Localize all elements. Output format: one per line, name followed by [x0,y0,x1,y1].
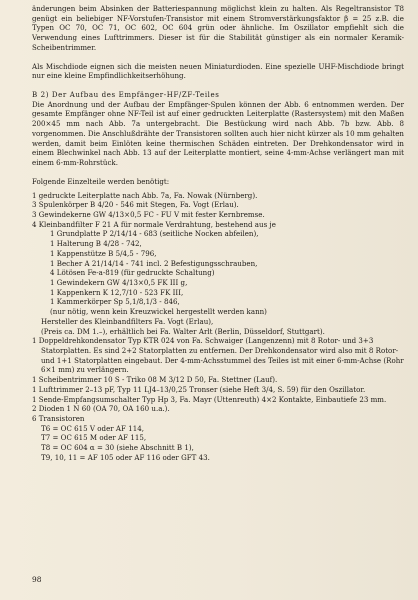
filter-note: (nur nötig, wenn kein Kreuzwickel hergestellt werden kann) [50,307,267,317]
list-item: 3 Spulenkörper B 4/20 - 546 mit Stegen, Fa. Vogt (Erlau). [32,200,239,210]
text-column [32,4,404,463]
list-item: 1 Lufttrimmer 2–13 pF, Typ 11 LJ4–13/0,25 Tronser (siehe Heft 3/4, S. 59) für den Oszillator. [32,384,366,394]
list-item: 4 Kleinbandfilter F 21 A für normale Verdrahtung, bestehend aus je [32,219,276,229]
transistor-line: T9, 10, 11 = AF 105 oder AF 116 oder GFT 43. [41,452,210,462]
sub-list-item: 1 Halterung B 4/28 - 742, [50,239,142,249]
sub-list-item: 1 Kappenstütze B 5/4,5 - 796, [50,248,157,258]
filter-maker: Hersteller des Kleinbandfilters Fa. Vogt (Erlau), [41,316,214,326]
section-heading: B 2) Der Aufbau des Empfänger-HF/ZF-Teiles [32,90,220,100]
list-item: 1 gedruckte Leiterplatte nach Abb. 7a, Fa. Nowak (Nürnberg). [32,190,258,200]
sub-list-item: 1 Gewindekern GW 4/13×0,5 FK III g, [50,277,188,287]
mischdiode-paragraph: Als Mischdiode eignen sich die meisten neuen Miniaturdioden. Eine spezielle UHF-Mischdiode bringt nur eine kleine Empfindlichkeitserhöhung. [32,61,404,81]
sub-list-item: 1 Kammerkörper Sp 5,1/8,1/3 - 846, [50,297,180,307]
list-item: 1 Scheibentrimmer 10 S - Triko 08 M 3/12 D 50, Fa. Stettner (Lauf). [32,375,278,385]
list-item: 6 Transistoren [32,414,85,424]
transistor-line: T8 = OC 604 α = 30 (siehe Abschnitt B 1), [41,443,194,453]
transistor-line: T7 = OC 615 M oder AF 115, [41,433,147,443]
page-number: 98 [32,575,42,584]
list-item: 3 Gewindekerne GW 4/13×0,5 FC - FU V mit fester Kernbremse. [32,209,265,219]
list-item: 1 Doppeldrehkondensator Typ KTR 024 von Fa. Schwaiger (Langenzenn) mit 8 Rotor- und 3+3 Statorplatten. Es sind 2+2 Statorplatten zu entfernen. Der Drehkondensator wird also mit 8 Rotor- und 1+1 Statorplatten eingebaut. Der 4-mm-Achsstummel des Teiles ist mit einer 6-mm-Achse (Rohr 6×1 mm) zu verlängern. [32,336,404,375]
sub-list-item: 4 Lötösen Fe-a-819 (für gedruckte Schaltung) [50,268,215,278]
parts-intro: Folgende Einzelteile werden benötigt: [32,176,170,186]
section-paragraph: Die Anordnung und der Aufbau der Empfänger-Spulen können der Abb. 6 entnommen werden. Der gesamte Empfänger ohne NF-Teil ist auf einer gedruckten Leiterplatte (Rastersystem) mit den Maßen 200×45 mm nach Abb. 7a untergebracht. Die Bestückung wird nach Abb. 7b bzw. Abb. 8 vorgenommen. Die Anschlußdrähte der Transistoren sollten auch hier nicht kürzer als 10 mm gehalten werden, damit beim Einlöten keine thermischen Schäden eintreten. Der Drehkondensator wird in einem Blechwinkel nach Abb. 13 auf der Leiterplatte montiert, seine 4-mm-Achse verlängert man mit einem 6-mm-Rohrstück. [32,99,404,168]
list-item: 2 Dioden 1 N 60 (OA 70, OA 160 u.a.). [32,404,170,414]
list-item: 1 Sende-Empfangsumschalter Typ Hp 3, Fa. Mayr (Uttenreuth) 4×2 Kontakte, Einbautiefe 23 mm. [32,394,387,404]
sub-list-item: 1 Kappenkern K 12,7/10 - 523 FK III, [50,287,184,297]
filter-price: (Preis ca. DM 1.–), erhältlich bei Fa. Walter Arlt (Berlin, Düsseldorf, Stuttgart). [41,326,325,336]
sub-list-item: 1 Grundplatte P 2/14/14 - 683 (seitliche Nocken abfeilen), [50,229,259,239]
parts-list [32,191,404,463]
transistor-line: T6 = OC 615 V oder AF 114, [41,423,144,433]
sub-list-item: 1 Becher A 21/14/14 - 741 incl. 2 Befestigungsschrauben, [50,258,258,268]
intro-paragraph: änderungen beim Absinken der Batteriespannung möglichst klein zu halten. Als Regeltransistor T8 genügt ein beliebiger NF-Vorstufen-Transistor mit einem Stromverstärkungsfaktor β = 25 z.B. die Typen OC 70, OC 71, OC 602, OC 604 grün oder ähnliche. Im Oszillator empfiehlt sich die Verwendung eines Lufttrimmers. Dieser ist für die Stabilität günstiger als ein normaler Keramik-Scheibentrimmer. [32,4,404,52]
